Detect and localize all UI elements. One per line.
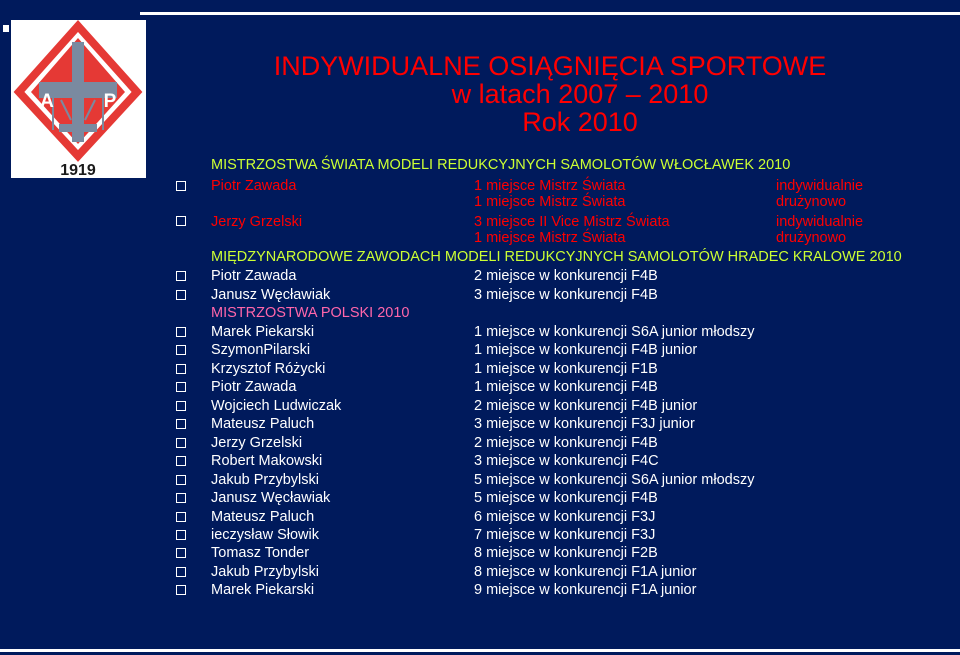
bullet-checkbox	[176, 438, 186, 448]
poland-row-11-result: 6 miejsce w konkurencji F3J	[474, 509, 656, 525]
logo-year: 1919	[60, 162, 96, 178]
section-poland: MISTRZOSTWA POLSKI 2010	[211, 305, 410, 321]
poland-row-3-result: 1 miejsce w konkurencji F1B	[474, 361, 658, 377]
poland-row-7-result: 2 miejsce w konkurencji F4B	[474, 435, 658, 451]
poland-row-13-result: 8 miejsce w konkurencji F2B	[474, 545, 658, 561]
poland-row-12-result: 7 miejsce w konkurencji F3J	[474, 527, 656, 543]
poland-row-9-name: Jakub Przybylski	[211, 472, 319, 488]
poland-row-8-name: Robert Makowski	[211, 453, 323, 469]
bullet-checkbox	[176, 271, 186, 281]
bullet-checkbox	[176, 401, 186, 411]
bullet-checkbox	[176, 419, 186, 429]
poland-row-1-name: Marek Piekarski	[211, 324, 315, 340]
world-row-2-name: Jerzy Grzelski	[211, 214, 303, 230]
world-row-1-name: Piotr Zawada	[211, 178, 297, 194]
poland-row-15-name: Marek Piekarski	[211, 582, 315, 598]
bullet-checkbox	[176, 327, 186, 337]
world-row-2-mode2: drużynowo	[776, 230, 847, 246]
poland-row-8-result: 3 miejsce w konkurencji F4C	[474, 453, 659, 469]
poland-row-6-result: 3 miejsce w konkurencji F3J junior	[474, 416, 695, 432]
bullet-checkbox	[176, 345, 186, 355]
bullet-checkbox	[176, 585, 186, 595]
page-title-line1: INDYWIDUALNE OSIĄGNIĘCIA SPORTOWE	[273, 51, 827, 81]
bullet-checkbox	[176, 382, 186, 392]
page-title-line3: Rok 2010	[522, 107, 638, 137]
poland-row-4-result: 1 miejsce w konkurencji F4B	[474, 379, 658, 395]
poland-row-14-name: Jakub Przybylski	[211, 564, 319, 580]
poland-row-15-result: 9 miejsce w konkurencji F1A junior	[474, 582, 697, 598]
section-international: MIĘDZYNARODOWE ZAWODACH MODELI REDUKCYJNYCH SAMOLOTÓW HRADEC KRALOWE 2010	[211, 249, 902, 265]
bullet-checkbox	[176, 290, 186, 300]
intl-row-1-name: Piotr Zawada	[211, 268, 297, 284]
top-band	[0, 0, 960, 10]
section-world-championship: MISTRZOSTWA ŚWIATA MODELI REDUKCYJNYCH SAMOLOTÓW WŁOCŁAWEK 2010	[211, 157, 791, 173]
intl-row-1-result: 2 miejsce w konkurencji F4B	[474, 268, 658, 284]
bullet-checkbox	[176, 493, 186, 503]
intl-row-2-result: 3 miejsce w konkurencji F4B	[474, 287, 658, 303]
bullet-checkbox	[176, 548, 186, 558]
world-row-2-place1: 3 miejsce II Vice Mistrz Świata	[474, 214, 670, 230]
poland-row-3-name: Krzysztof Różycki	[211, 361, 326, 377]
poland-row-2-name: SzymonPilarski	[211, 342, 311, 358]
world-row-2-place2: 1 miejsce Mistrz Świata	[474, 230, 626, 246]
poland-row-10-result: 5 miejsce w konkurencji F4B	[474, 490, 658, 506]
bullet-checkbox	[176, 567, 186, 577]
bottom-divider	[0, 649, 960, 652]
bullet-checkbox	[176, 512, 186, 522]
bullet-checkbox	[176, 181, 186, 191]
bullet-checkbox	[176, 216, 186, 226]
bullet-mark	[3, 25, 9, 32]
poland-row-9-result: 5 miejsce w konkurencji S6A junior młodszy	[474, 472, 755, 488]
poland-row-6-name: Mateusz Paluch	[211, 416, 315, 432]
poland-row-1-result: 1 miejsce w konkurencji S6A junior młodszy	[474, 324, 755, 340]
world-row-1-place2: 1 miejsce Mistrz Świata	[474, 194, 626, 210]
poland-row-2-result: 1 miejsce w konkurencji F4B junior	[474, 342, 698, 358]
poland-row-10-name: Janusz Węcławiak	[211, 490, 331, 506]
top-divider	[140, 12, 960, 15]
world-row-1-mode1: indywidualnie	[776, 178, 864, 194]
bullet-checkbox	[176, 364, 186, 374]
poland-row-13-name: Tomasz Tonder	[211, 545, 310, 561]
poland-row-5-name: Wojciech Ludwiczak	[211, 398, 342, 414]
poland-row-11-name: Mateusz Paluch	[211, 509, 315, 525]
bullet-checkbox	[176, 456, 186, 466]
club-logo	[11, 20, 146, 178]
poland-row-4-name: Piotr Zawada	[211, 379, 297, 395]
poland-row-5-result: 2 miejsce w konkurencji F4B junior	[474, 398, 698, 414]
world-row-1-mode2: drużynowo	[776, 194, 847, 210]
logo-letter-a: A	[40, 91, 54, 112]
page-title-line2: w latach 2007 – 2010	[451, 79, 709, 109]
bullet-checkbox	[176, 475, 186, 485]
bullet-checkbox	[176, 530, 186, 540]
poland-row-14-result: 8 miejsce w konkurencji F1A junior	[474, 564, 697, 580]
world-row-2-mode1: indywidualnie	[776, 214, 864, 230]
intl-row-2-name: Janusz Węcławiak	[211, 287, 331, 303]
poland-row-12-name: ieczysław Słowik	[211, 527, 319, 543]
poland-row-7-name: Jerzy Grzelski	[211, 435, 303, 451]
world-row-1-place1: 1 miejsce Mistrz Świata	[474, 178, 626, 194]
logo-letter-p: P	[103, 91, 117, 112]
